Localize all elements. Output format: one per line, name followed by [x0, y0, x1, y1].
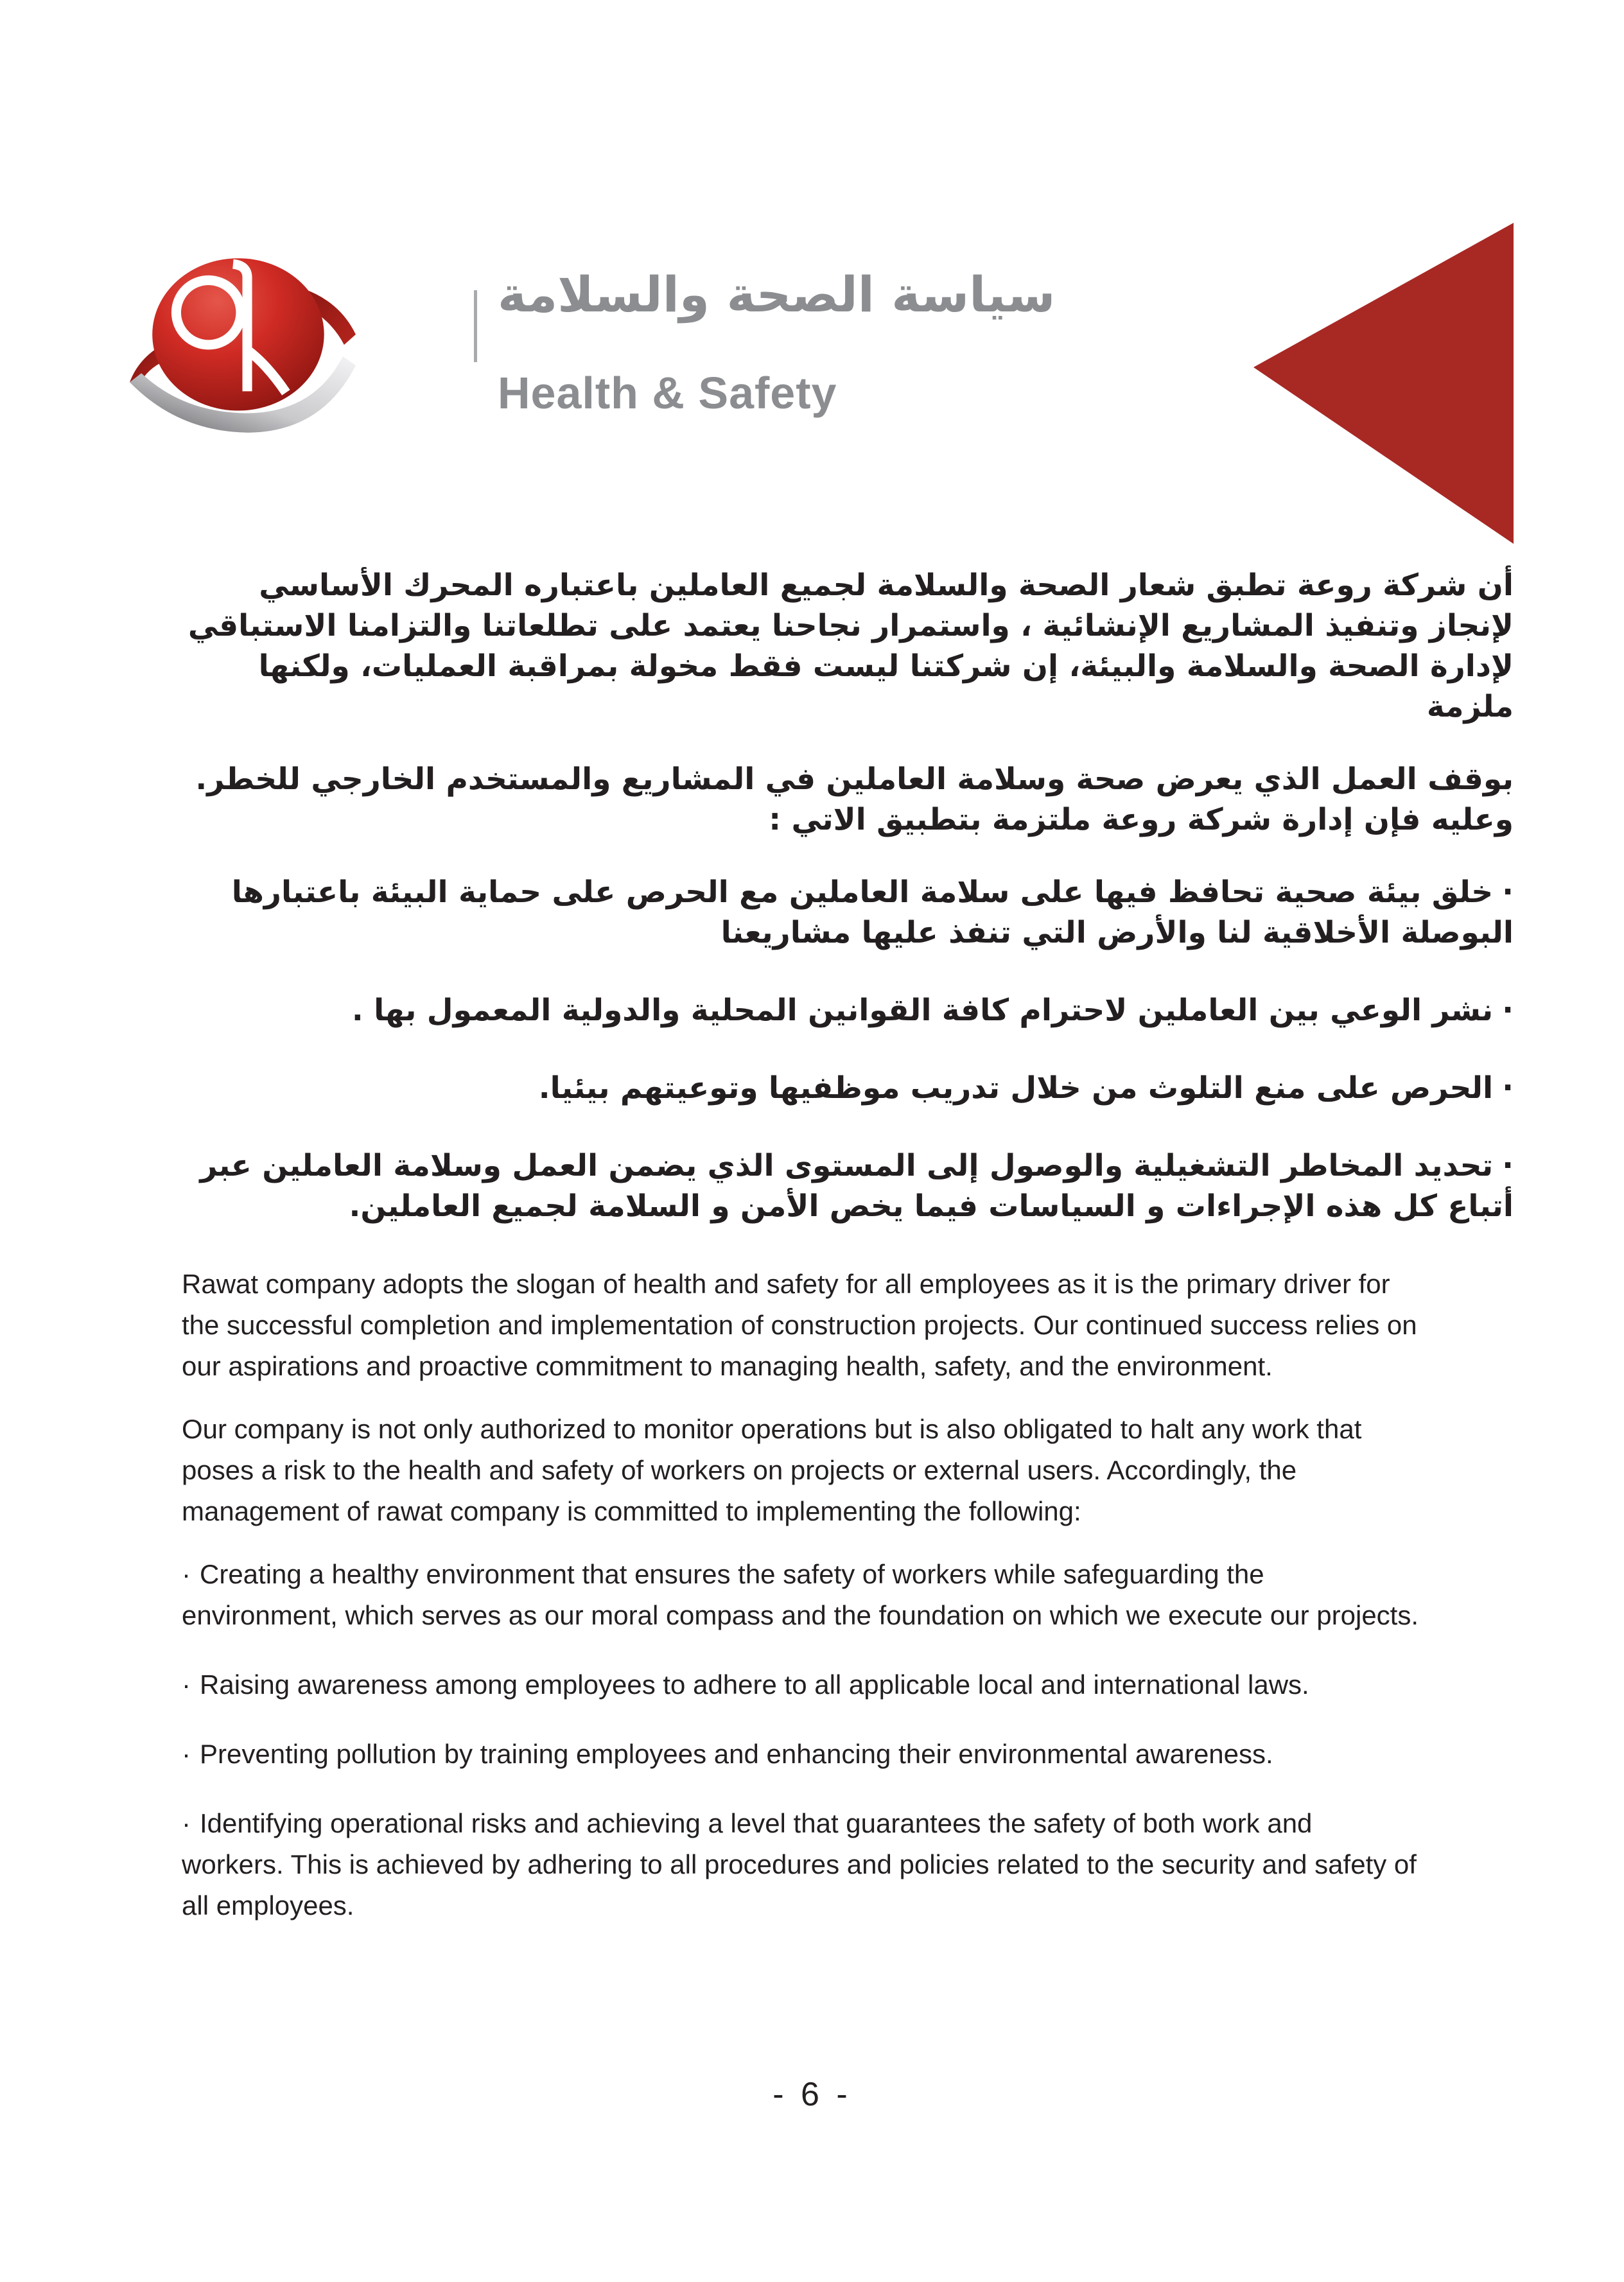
triangle-icon [1253, 223, 1514, 544]
rawat-logo-icon [127, 256, 360, 443]
bullet-dot-icon: · [182, 1739, 191, 1769]
arabic-policy-section [182, 565, 1514, 1264]
page-number: - 6 - [773, 2076, 851, 2113]
company-logo [127, 256, 360, 443]
arabic-paragraph: أن شركة روعة تطبق شعار الصحة والسلامة لجميع العاملين باعتباره المحرك الأساسي لإنجاز وتنفيذ المشاريع الإنشائية ، واستمرار نجاحنا يعتمد على تطلعاتنا والتزامنا الاستباقي لإدارة الصحة والسلامة والبيئة، إن شركتنا ليست فقط مخولة بمراقبة العمليات، ولكنها ملزمة [188, 568, 1514, 724]
bullet-dot-icon: · [182, 1559, 191, 1589]
bullet-dot-icon: · [182, 1808, 191, 1838]
english-paragraph: Our company is not only authorized to monitor operations but is also obligated to halt any work that poses a risk to the health and safety of workers on projects or external users. Accordingly, the management of rawat company is committed to implementing the following: [182, 1414, 1362, 1526]
english-paragraph: Rawat company adopts the slogan of health and safety for all employees as it is the primary driver for the successful completion and implementation of construction projects. Our continued success relies on our aspirations and proactive commitment to managing health, safety, and the environment. [182, 1269, 1417, 1381]
arabic-bullet-item: ·تحديد المخاطر التشغيلية والوصول إلى المستوى الذي يضمن العمل وسلامة العاملين عبر أتباع كل هذه الإجراءات و السياسات فيما يخص الأمن و السلامة لجميع العاملين. [182, 1145, 1514, 1226]
english-bullet-item: · Identifying operational risks and achieving a level that guarantees the safety of both work and workers. This is achieved by adhering to all procedures and policies related to the security and safety of all employees. [182, 1803, 1421, 1926]
bullet-dot-icon: · [1502, 1148, 1514, 1183]
bullet-dot-icon: · [182, 1669, 191, 1700]
english-bullet-item: · Creating a healthy environment that ensures the safety of workers while safeguarding the environment, which serves as our moral compass and the foundation on which we execute our projects. [182, 1554, 1421, 1636]
bullet-dot-icon: · [1502, 1070, 1514, 1106]
arabic-paragraph: بوقف العمل الذي يعرض صحة وسلامة العاملين في المشاريع والمستخدم الخارجي للخطر. وعليه فإن إدارة شركة روعة ملتزمة بتطبيق الاتي : [195, 762, 1514, 837]
english-bullet-item: · Raising awareness among employees to adhere to all applicable local and international laws. [182, 1664, 1421, 1705]
arabic-bullet-item: ·الحرص على منع التلوث من خلال تدريب موظفيها وتوعيتهم بيئيا. [182, 1068, 1514, 1108]
arabic-bullet-item: ·خلق بيئة صحية تحافظ فيها على سلامة العاملين مع الحرص على حماية البيئة باعتبارها البوصلة الأخلاقية لنا والأرض التي تنفذ عليها مشاريعنا [182, 872, 1514, 953]
bullet-dot-icon: · [1502, 875, 1514, 910]
page-title-english: Health & Safety [498, 368, 837, 418]
bullet-dot-icon: · [1502, 993, 1514, 1028]
arabic-bullet-item: ·نشر الوعي بين العاملين لاحترام كافة القوانين المحلية والدولية المعمول بها . [182, 990, 1514, 1031]
red-triangle-decoration [1253, 223, 1514, 544]
page-footer [0, 2075, 1624, 2114]
title-separator-bar [474, 290, 477, 362]
english-policy-section [182, 1264, 1421, 1955]
page-title-arabic: سياسة الصحة والسلامة [498, 266, 1056, 323]
english-bullet-item: · Preventing pollution by training employees and enhancing their environmental awareness. [182, 1734, 1421, 1775]
